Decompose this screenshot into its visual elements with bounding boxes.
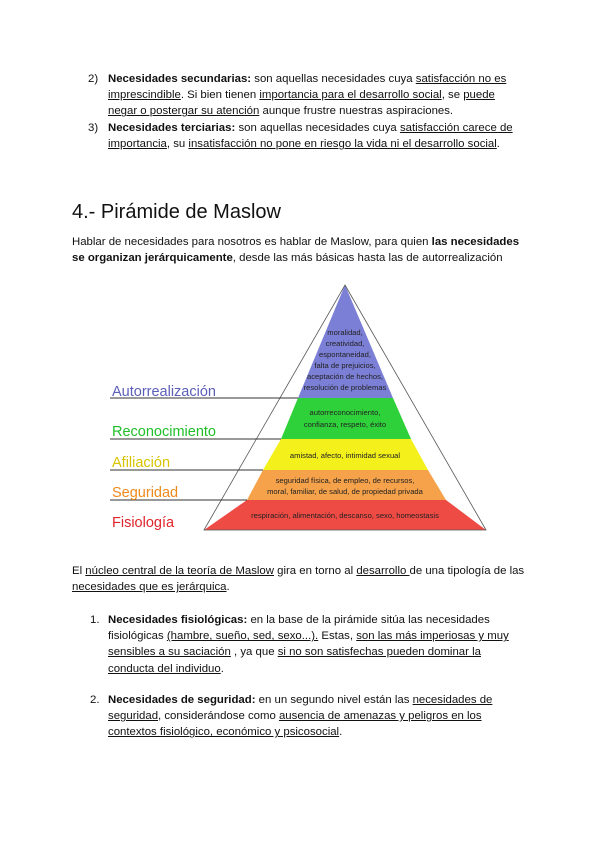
term: Necesidades secundarias:: [108, 73, 252, 85]
level-label-safety: Seguridad: [112, 485, 179, 501]
pyramid-text: espontaneidad,: [319, 350, 371, 359]
nucleus-paragraph: [72, 563, 527, 595]
text: . Si bien tienen: [180, 89, 260, 102]
text: .: [226, 581, 230, 594]
text: de una tipología de las: [409, 565, 525, 577]
level-label-esteem: Reconocimiento: [112, 424, 216, 440]
pyramid-level-esteem: [281, 398, 411, 439]
bold-text: las necesidades se organizan jerárquicamente: [72, 236, 520, 265]
text: , considerándose como: [158, 710, 279, 723]
list-item-safety-needs: [108, 692, 526, 741]
text: El: [72, 565, 86, 577]
pyramid-text: autorreconocimiento,: [309, 408, 381, 417]
list-item-physiological-needs: [108, 612, 526, 677]
underlined-text: insatisfacción no pone en riesgo la vida ni el desarrollo social: [188, 138, 497, 151]
text: , desde las más básicas hasta las de autorrealización: [232, 252, 503, 265]
pyramid-text: seguridad física, de empleo, de recursos,: [275, 476, 415, 485]
underlined-text: importancia para el desarrollo social: [259, 89, 442, 102]
text: Hablar de necesidades para nosotros es hablar de Maslow, para quien: [72, 236, 432, 248]
text: en la base de la pirámide sitúa las necesidades fisiológicas: [108, 614, 490, 643]
level-label-self-actualization: Autorrealización: [112, 384, 216, 400]
text: en un segundo nivel están las: [255, 694, 413, 706]
pyramid-text: respiración, alimentación, descanso, sexo, homeostasis: [251, 511, 439, 520]
pyramid-text: resolución de problemas: [303, 383, 387, 392]
underlined-text: necesidades de seguridad: [108, 694, 493, 723]
text: Estas,: [318, 630, 357, 643]
list-number: 2): [88, 73, 99, 85]
text: son aquellas necesidades cuya: [235, 122, 400, 134]
underlined-text: puede negar o postergar su atención: [108, 89, 495, 118]
underlined-text: necesidades que es jerárquica: [72, 581, 227, 594]
pyramid-text: creatividad,: [325, 339, 365, 348]
list-number: 1.: [90, 614, 100, 626]
underlined-text: desarrollo: [356, 565, 410, 577]
text: .: [496, 138, 500, 151]
text: , ya que: [230, 646, 278, 659]
text: gira en torno al: [273, 565, 357, 577]
term: Necesidades de seguridad:: [108, 694, 256, 706]
text: son aquellas necesidades cuya: [251, 73, 416, 85]
text: aunque frustre nuestras aspiraciones.: [259, 105, 454, 118]
pyramid-text: moral, familiar, de salud, de propiedad privada: [267, 487, 423, 496]
level-label-physiological: Fisiología: [112, 515, 175, 531]
underlined-text: núcleo central de la teoría de Maslow: [85, 565, 274, 577]
pyramid-text: aceptación de hechos,: [307, 372, 383, 381]
text: , se: [441, 89, 464, 102]
term: Necesidades fisiológicas:: [108, 614, 248, 626]
underlined-text: (hambre, sueño, sed, sexo...).: [166, 630, 319, 643]
term: Necesidades terciarias:: [108, 122, 236, 134]
underlined-text: si no son satisfechas pueden dominar la conducta del individuo: [108, 646, 481, 675]
pyramid-text: confianza, respeto, éxito: [303, 420, 387, 429]
pyramid-text: moralidad,: [327, 328, 363, 337]
underlined-text: ausencia de amenazas y peligros en los contextos fisiológico, económico y psicosocial: [108, 710, 482, 739]
pyramid-text: amistad, afecto, intimidad sexual: [289, 451, 401, 460]
underlined-text: son las más imperiosas y muy sensibles a su saciación: [108, 630, 509, 659]
text: .: [220, 662, 224, 675]
list-number: 3): [88, 122, 99, 134]
underlined-text: satisfacción no es imprescindible: [108, 73, 507, 102]
list-number: 2.: [90, 694, 100, 706]
text: .: [339, 726, 343, 739]
underlined-text: satisfacción carece de importancia: [108, 122, 513, 151]
section-heading: 4.- Pirámide de Maslow: [72, 201, 281, 223]
pyramid-text: falta de prejuicios,: [314, 361, 376, 370]
text: , su: [166, 138, 189, 151]
level-label-belonging: Afiliación: [112, 455, 171, 471]
